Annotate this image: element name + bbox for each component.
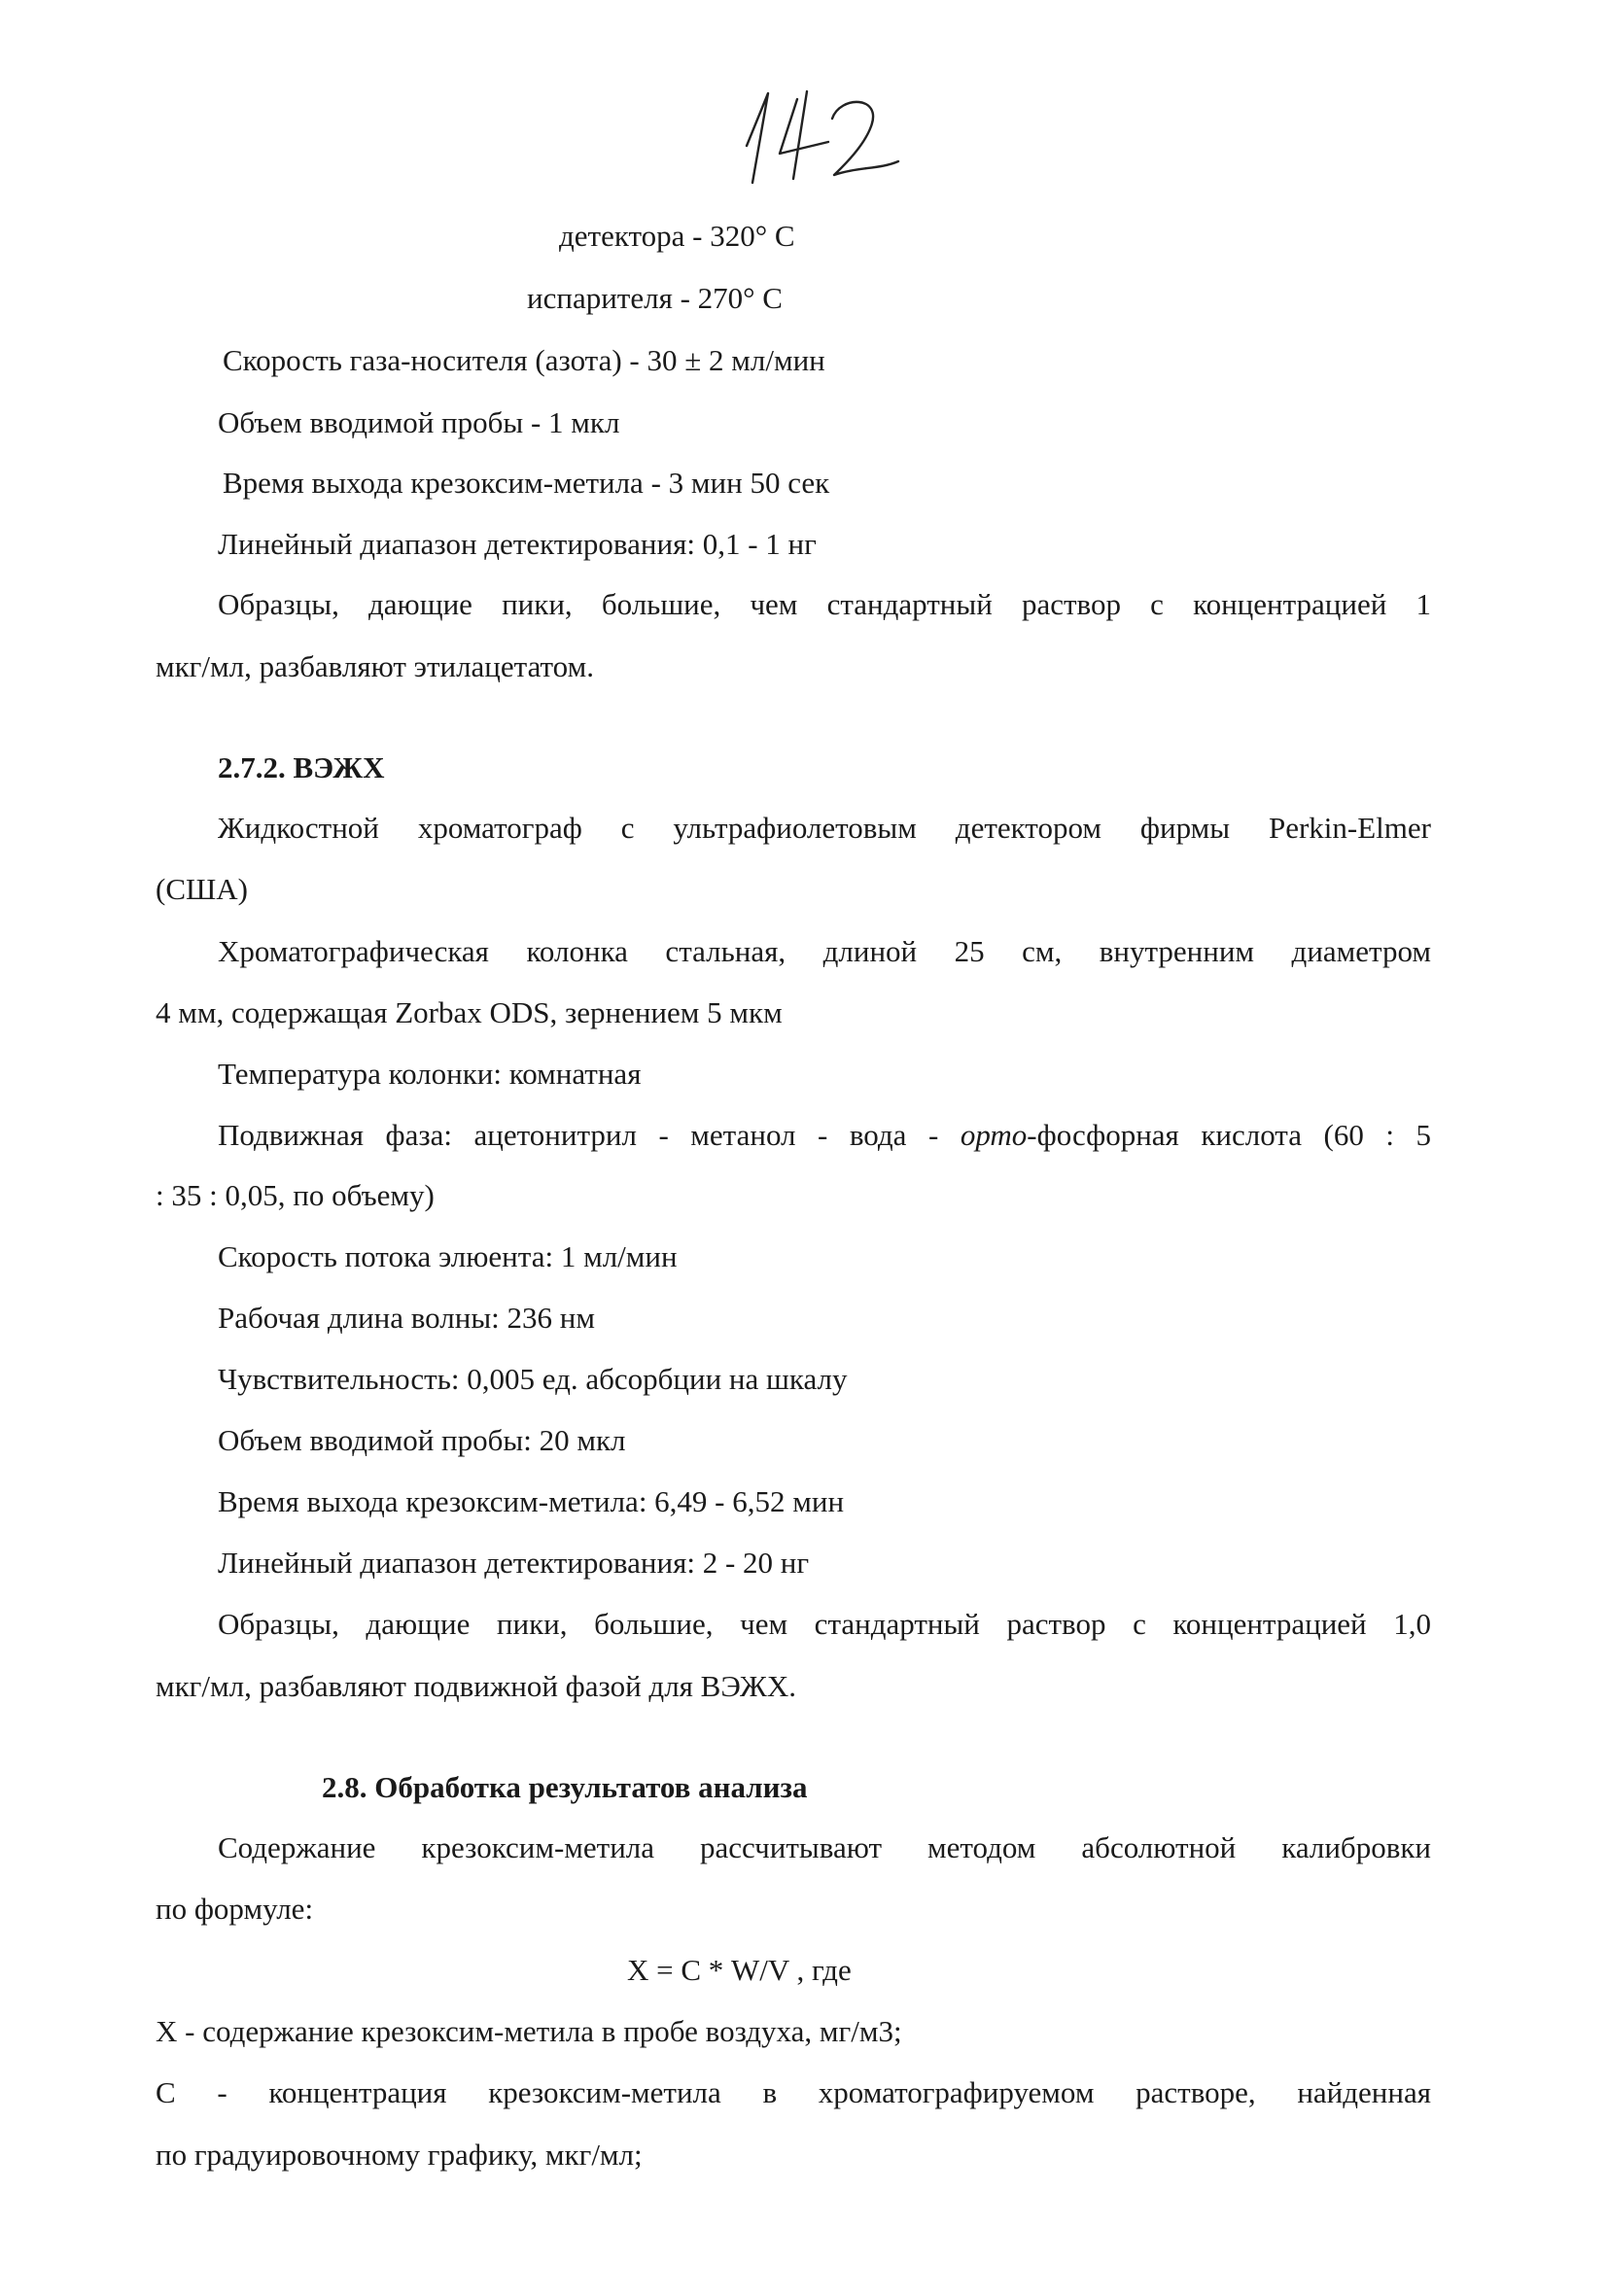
gc-dilution-line2: мкг/мл, разбавляют этилацетатом.	[156, 649, 594, 683]
handwritten-page-number	[739, 86, 904, 192]
hplc-linear-range: Линейный диапазон детектирования: 2 - 20 нг	[218, 1546, 810, 1580]
results-heading: 2.8. Обработка результатов анализа	[322, 1770, 808, 1804]
hplc-flow-rate: Скорость потока элюента: 1 мл/мин	[218, 1239, 678, 1273]
results-intro-line1: Содержание крезоксим-метила рассчитывают методом абсолютной калибровки	[218, 1830, 1431, 1864]
hplc-dilution-line1: Образцы, дающие пики, большие, чем стандартный раствор с концентрацией 1,0	[218, 1607, 1431, 1641]
hplc-sensitivity: Чувствительность: 0,005 ед. абсорбции на шкалу	[218, 1362, 848, 1396]
hplc-instrument-line1: Жидкостной хроматограф с ультрафиолетовым детектором фирмы Perkin-Elmer	[218, 811, 1431, 845]
detector-temperature: детектора - 320° С	[559, 219, 795, 253]
hplc-column-line1: Хроматографическая колонка стальная, длиной 25 см, внутренним диаметром	[218, 934, 1431, 968]
results-intro-line2: по формуле:	[156, 1892, 314, 1926]
hplc-wavelength: Рабочая длина волны: 236 нм	[218, 1301, 595, 1335]
mobile-phase-prefix: Подвижная фаза: ацетонитрил - метанол - вода -	[218, 1118, 961, 1152]
hplc-mobile-phase-line2: : 35 : 0,05, по объему)	[156, 1178, 435, 1212]
hplc-sample-volume: Объем вводимой пробы: 20 мкл	[218, 1423, 626, 1457]
definition-c-line2: по градуировочному графику, мкг/мл;	[156, 2138, 643, 2172]
definition-c-line1: С - концентрация крезоксим-метила в хроматографируемом растворе, найденная	[156, 2075, 1431, 2109]
hplc-instrument-line2: (США)	[156, 872, 248, 906]
mobile-phase-suffix: -фосфорная кислота (60 : 5	[1027, 1118, 1431, 1152]
definition-x: Х - содержание крезоксим-метила в пробе воздуха, мг/м3;	[156, 2014, 902, 2048]
carrier-gas-speed: Скорость газа-носителя (азота) - 30 ± 2 мл/мин	[223, 343, 825, 377]
mobile-phase-italic: орто	[960, 1118, 1028, 1152]
evaporator-temperature: испарителя - 270° С	[527, 281, 783, 315]
hplc-column-temperature: Температура колонки: комнатная	[218, 1057, 642, 1091]
gc-sample-volume: Объем вводимой пробы - 1 мкл	[218, 405, 620, 439]
gc-linear-range: Линейный диапазон детектирования: 0,1 - 1 нг	[218, 527, 817, 561]
gc-retention-time: Время выхода крезоксим-метила - 3 мин 50 сек	[223, 466, 830, 500]
hplc-mobile-phase-line1	[218, 1117, 1431, 1154]
hplc-dilution-line2: мкг/мл, разбавляют подвижной фазой для ВЭЖХ.	[156, 1669, 796, 1703]
hplc-retention-time: Время выхода крезоксим-метила: 6,49 - 6,52 мин	[218, 1484, 845, 1518]
hplc-heading: 2.7.2. ВЭЖХ	[218, 750, 385, 784]
calculation-formula: Х = С * W/V , где	[627, 1953, 852, 1987]
hplc-column-line2: 4 мм, содержащая Zorbax ODS, зернением 5 мкм	[156, 995, 783, 1029]
gc-dilution-line1: Образцы, дающие пики, большие, чем стандартный раствор с концентрацией 1	[218, 587, 1431, 621]
